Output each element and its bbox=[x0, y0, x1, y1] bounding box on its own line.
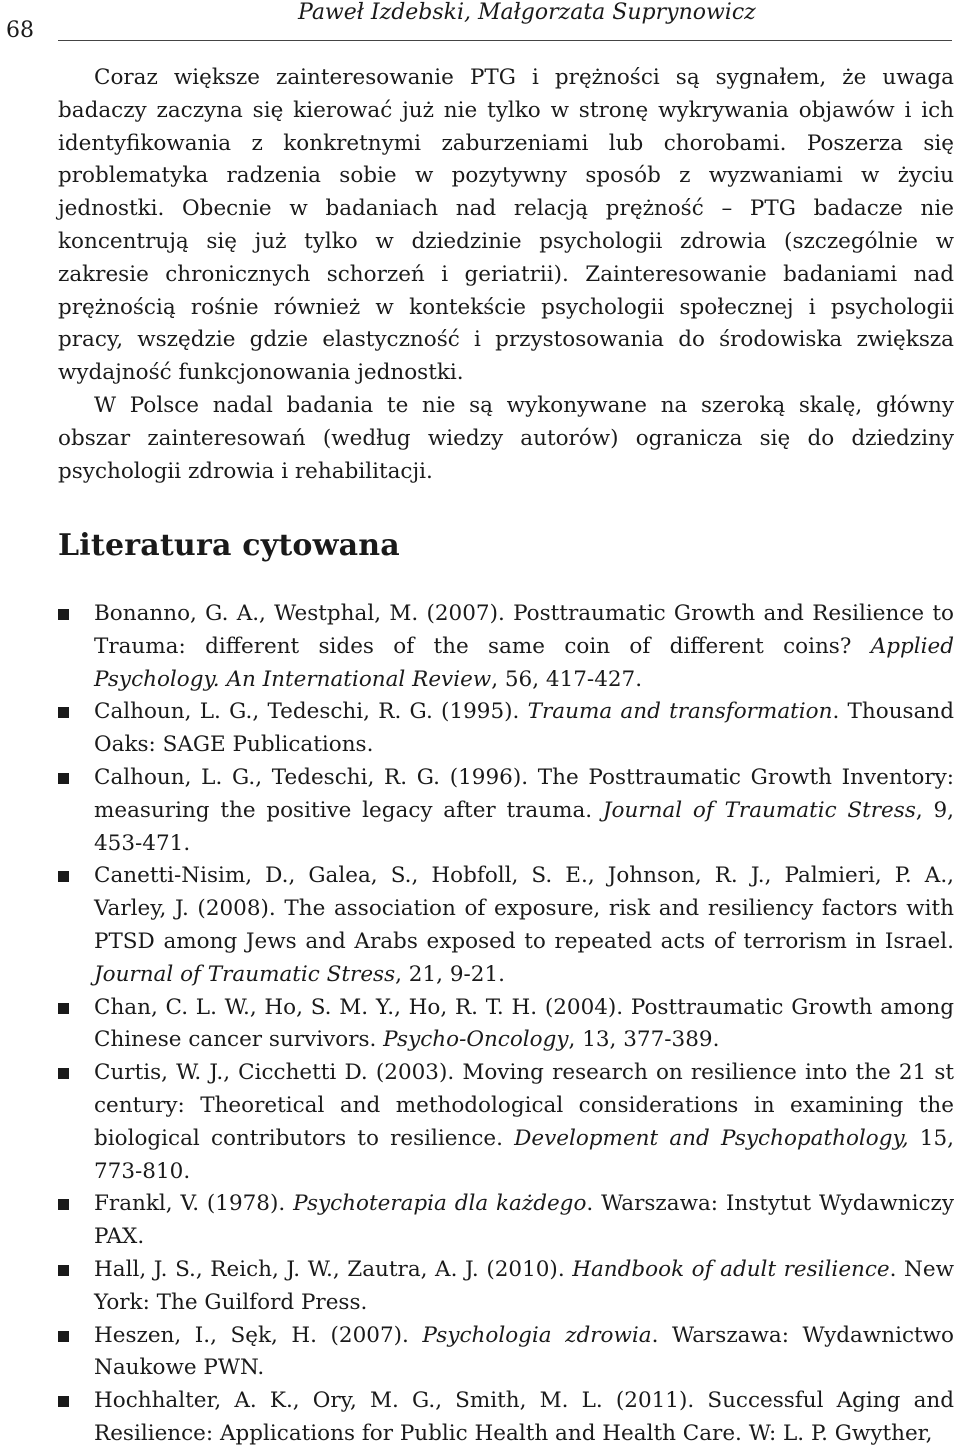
reference-item: Frankl, V. (1978). Psychoterapia dla każdego. Warszawa: Instytut Wydawniczy PAX. bbox=[58, 1188, 954, 1254]
reference-item: Chan, C. L. W., Ho, S. M. Y., Ho, R. T. H. (2004). Posttraumatic Growth among Chinese cancer survivors. Psycho-Oncology, 13, 377-389. bbox=[58, 992, 954, 1058]
section-heading: Literatura cytowana bbox=[58, 528, 400, 563]
reference-item: Curtis, W. J., Cicchetti D. (2003). Moving research on resilience into the 21 st century: Theoretical and methodological considerations in examining the biological contributors to resilience. Development and Psychopathology, 15, 773-810. bbox=[58, 1057, 954, 1188]
reference-item: Heszen, I., Sęk, H. (2007). Psychologia zdrowia. Warszawa: Wydawnictwo Naukowe PWN. bbox=[58, 1320, 954, 1386]
reference-item: Calhoun, L. G., Tedeschi, R. G. (1996). The Posttraumatic Growth Inventory: measuring the positive legacy after trauma. Journal of Traumatic Stress, 9, 453-471. bbox=[58, 762, 954, 860]
reference-list bbox=[58, 598, 954, 1451]
reference-item: Hochhalter, A. K., Ory, M. G., Smith, M. L. (2011). Successful Aging and Resilience: Applications for Public Health and Health Care. W: L. P. Gwyther, bbox=[58, 1385, 954, 1451]
reference-item: Bonanno, G. A., Westphal, M. (2007). Posttraumatic Growth and Resilience to Trauma: different sides of the same coin of different coins? Applied Psychology. An International Review, 56, 417-427. bbox=[58, 598, 954, 696]
square-bullet-icon bbox=[58, 1068, 69, 1079]
reference-item: Calhoun, L. G., Tedeschi, R. G. (1995). Trauma and transformation. Thousand Oaks: SAGE Publications. bbox=[58, 696, 954, 762]
square-bullet-icon bbox=[58, 1003, 69, 1014]
page-header bbox=[0, 0, 960, 46]
square-bullet-icon bbox=[58, 1265, 69, 1276]
body-text bbox=[58, 62, 954, 488]
square-bullet-icon bbox=[58, 1396, 69, 1407]
square-bullet-icon bbox=[58, 773, 69, 784]
body-paragraph: Coraz większe zainteresowanie PTG i prężności są sygnałem, że uwaga badaczy zaczyna się kierować już nie tylko w stronę wykrywania objawów i ich identyfikowania z konkretnymi zaburzeniami lub chorobami. Poszerza się problematyka radzenia sobie w pozytywny sposób z wyzwaniami w życiu jednostki. Obecnie w badaniach nad relacją prężność – PTG badacze nie koncentrują się już tylko w dziedzinie psychologii zdrowia (szczególnie w zakresie chronicznych schorzeń i geriatrii). Zainteresowanie badaniami nad prężnością rośnie również w kontekście psychologii społecznej i psychologii pracy, wszędzie gdzie elastyczność i przystosowania do środowiska zwiększa wydajność funkcjonowania jednostki. bbox=[58, 65, 954, 386]
running-head: Paweł Izdebski, Małgorzata Suprynowicz bbox=[298, 0, 756, 25]
reference-item: Hall, J. S., Reich, J. W., Zautra, A. J. (2010). Handbook of adult resilience. New York: The Guilford Press. bbox=[58, 1254, 954, 1320]
square-bullet-icon bbox=[58, 1331, 69, 1342]
square-bullet-icon bbox=[58, 1199, 69, 1210]
square-bullet-icon bbox=[58, 609, 69, 620]
square-bullet-icon bbox=[58, 707, 69, 718]
page-number: 68 bbox=[6, 18, 34, 43]
reference-item: Canetti-Nisim, D., Galea, S., Hobfoll, S. E., Johnson, R. J., Palmieri, P. A., Varley, J. (2008). The association of exposure, risk and resiliency factors with PTSD among Jews and Arabs exposed to repeated acts of terrorism in Israel. Journal of Traumatic Stress, 21, 9-21. bbox=[58, 860, 954, 991]
body-paragraph: W Polsce nadal badania te nie są wykonywane na szeroką skalę, główny obszar zainteresowań (według wiedzy autorów) ogranicza się do dziedziny psychologii zdrowia i rehabilitacji. bbox=[58, 392, 954, 484]
square-bullet-icon bbox=[58, 871, 69, 882]
header-rule bbox=[58, 40, 952, 41]
